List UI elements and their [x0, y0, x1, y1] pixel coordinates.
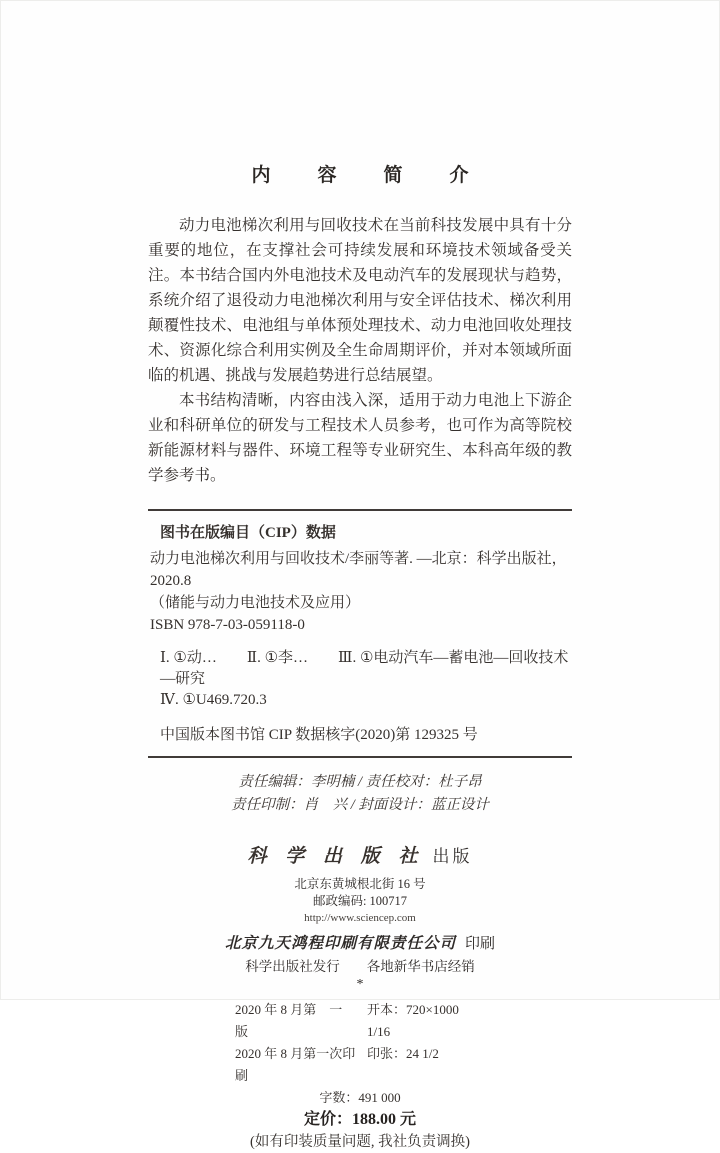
edition-block — [148, 999, 572, 1153]
publisher-website: http://www.sciencep.com — [304, 912, 416, 924]
printing-date: 2020 年 8 月第一次印刷 — [235, 1046, 356, 1083]
publisher-postcode: 邮政编码: 100717 — [312, 894, 408, 908]
edition-format: 开本：720×1000 1/16 — [367, 1002, 472, 1039]
intro-paragraph-2: 本书结构清晰，内容由浅入深，适用于动力电池上下游企业和科研单位的研发与工程技术人员参考，也可作为高等院校新能源材料与器件、环境工程等专业研究生、本科高年级的教学参考书。 — [148, 392, 572, 484]
credits-block — [148, 771, 572, 817]
cip-registry-number: 中国版本图书馆 CIP 数据核字(2020)第 129325 号 — [160, 727, 478, 743]
cip-series-line: （储能与动力电池技术及应用） — [150, 595, 361, 611]
divider-bottom — [148, 756, 572, 758]
cip-block — [148, 522, 572, 746]
printed-sheets: 印张：24 1/2 — [367, 1046, 439, 1061]
publisher-block — [148, 844, 572, 991]
cip-title-line: 动力电池梯次利用与回收技术/李丽等著. —北京：科学出版社，2020.8 — [150, 551, 567, 589]
intro-title: 内 容 简 介 — [251, 165, 483, 186]
word-count: 字数：491 000 — [319, 1090, 401, 1105]
publisher-role: 出版 — [432, 847, 473, 866]
cip-classification-1: Ⅰ. ①动… Ⅱ. ①李… Ⅲ. ①电动汽车—蓄电池—回收技术—研究 — [160, 650, 569, 687]
price: 定价：188.00 元 — [303, 1111, 416, 1128]
edition-row-1 — [235, 999, 485, 1043]
printer-role: 印刷 — [465, 936, 496, 952]
credits-editors: 责任编辑：李明楠 / 责任校对：杜子昂 — [238, 774, 482, 790]
publisher-address: 北京东黄城根北街 16 号 — [294, 877, 426, 891]
credits-print-design: 责任印制：肖 兴 / 封面设计：蓝正设计 — [231, 797, 489, 813]
publisher-name-line — [148, 844, 572, 871]
intro-paragraph-1: 动力电池梯次利用与回收技术在当前科技发展中具有十分重要的地位，在支撑社会可持续发展和环境技术领域备受关注。本书结合国内外电池技术及电动汽车的发展现状与趋势，系统介绍了退役动力电池梯次利用与安全评估技术、梯次利用颠覆性技术、电池组与单体预处理技术、动力电池回收处理技术、资源化综合利用实例及全生命周期评价，并对本领域所面临的机遇、挑战与发展趋势进行总结展望。 — [148, 217, 572, 384]
printer-name: 北京九天鸿程印刷有限责任公司 — [224, 935, 456, 952]
distribution-line: 科学出版社发行 各地新华书店经销 — [245, 959, 475, 974]
publisher-name: 科 学 出 版 社 — [247, 846, 425, 867]
cip-heading: 图书在版编目（CIP）数据 — [160, 525, 336, 541]
edition-date: 2020 年 8 月第 一 版 — [235, 1002, 356, 1039]
divider-top — [148, 509, 572, 511]
quality-note: (如有印装质量问题, 我社负责调换) — [250, 1134, 470, 1150]
cip-classification-2: Ⅳ. ①U469.720.3 — [160, 692, 267, 708]
cip-isbn: ISBN 978-7-03-059118-0 — [150, 617, 305, 633]
printer-line — [148, 933, 572, 955]
asterisk-separator: * — [356, 977, 364, 992]
edition-row-2 — [235, 1043, 485, 1087]
content-column — [148, 0, 572, 1153]
